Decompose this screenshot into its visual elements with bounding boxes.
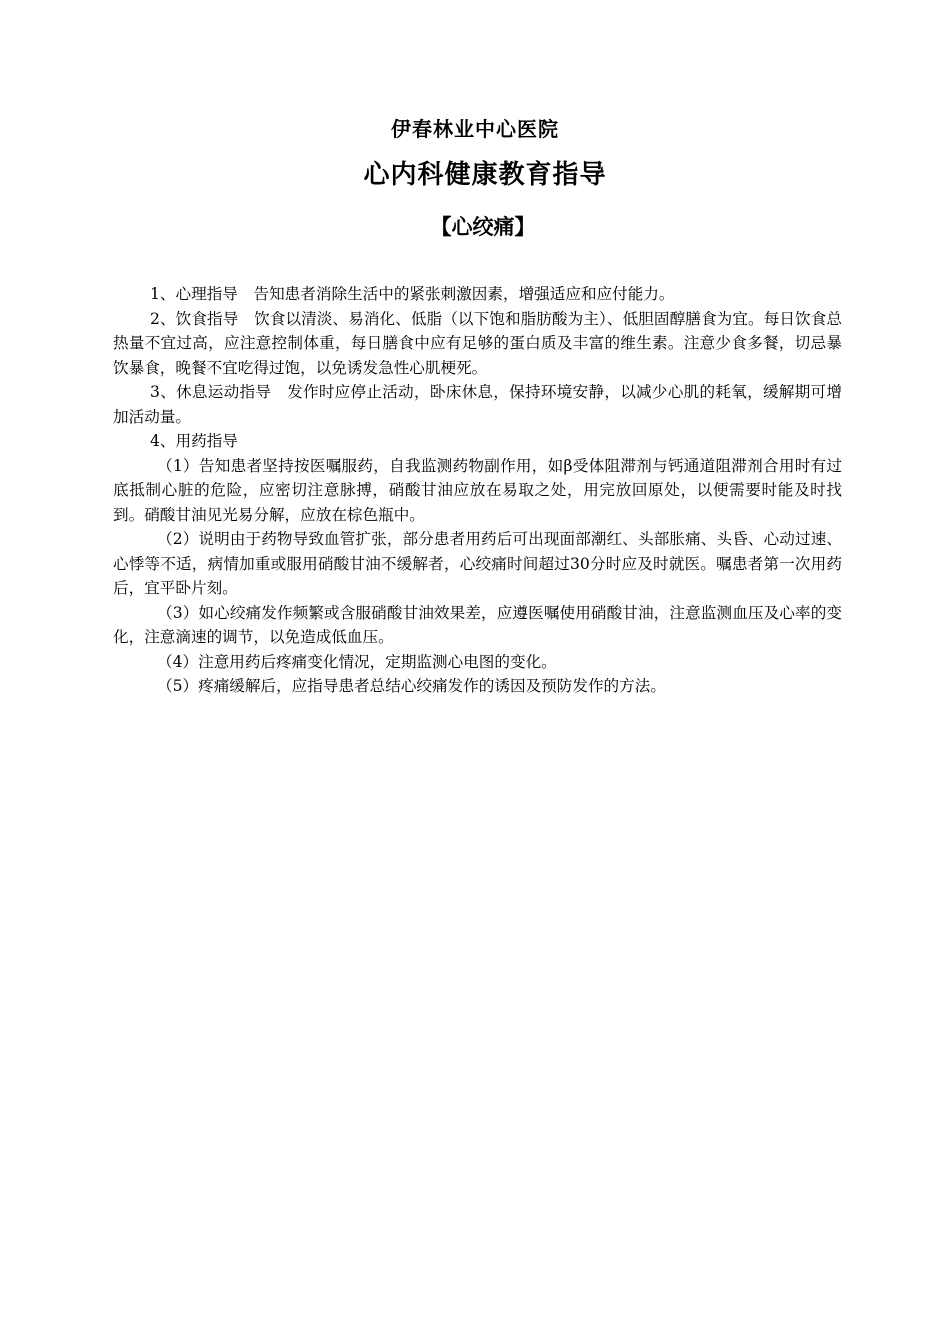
medication-item-1: （1）告知患者坚持按医嘱服药，自我监测药物副作用，如β受体阻滞剂与钙通道阻滞剂合用时有过底抵制心脏的危险，应密切注意脉搏，硝酸甘油应放在易取之处，用完放回原处，以便需要时能及时找到。硝酸甘油见光易分解，应放在棕色瓶中。 [113, 456, 842, 524]
hospital-name: 伊春林业中心医院 [391, 117, 559, 141]
section-medication-guidance-heading: 4、用药指导 [150, 432, 238, 450]
section-psychological-guidance: 1、心理指导 告知患者消除生活中的紧张刺激因素，增强适应和应付能力。 [150, 285, 675, 303]
medication-item-5: （5）疼痛缓解后，应指导患者总结心绞痛发作的诱因及预防发作的方法。 [157, 677, 666, 695]
document-title: 心内科健康教育指导 [363, 160, 607, 190]
topic-heading: 【心绞痛】 [430, 215, 536, 239]
section-rest-exercise-guidance: 3、休息运动指导 发作时应停止活动，卧床休息，保持环境安静，以减少心肌的耗氧，缓解期可增加活动量。 [113, 383, 842, 426]
medication-item-4: （4）注意用药后疼痛变化情况，定期监测心电图的变化。 [157, 652, 557, 671]
medication-item-2: （2）说明由于药物导致血管扩张，部分患者用药后可出现面部潮红、头部胀痛、头昏、心动过速、心悸等不适，病情加重或服用硝酸甘油不缓解者，心绞痛时间超过30分时应及时就医。嘱患者第一次用药后，宜平卧片刻。 [113, 530, 842, 597]
document-body [113, 282, 842, 699]
medication-item-3: （3）如心绞痛发作频繁或含服硝酸甘油效果差，应遵医嘱使用硝酸甘油，注意监测血压及心率的变化，注意滴速的调节，以免造成低血压。 [113, 603, 842, 646]
section-diet-guidance: 2、饮食指导 饮食以清淡、易消化、低脂（以下饱和脂肪酸为主）、低胆固醇膳食为宜。每日饮食总热量不宜过高，应注意控制体重，每日膳食中应有足够的蛋白质及丰富的维生素。注意少食多餐，切忌暴饮暴食，晚餐不宜吃得过饱，以免诱发急性心肌梗死。 [113, 309, 842, 377]
